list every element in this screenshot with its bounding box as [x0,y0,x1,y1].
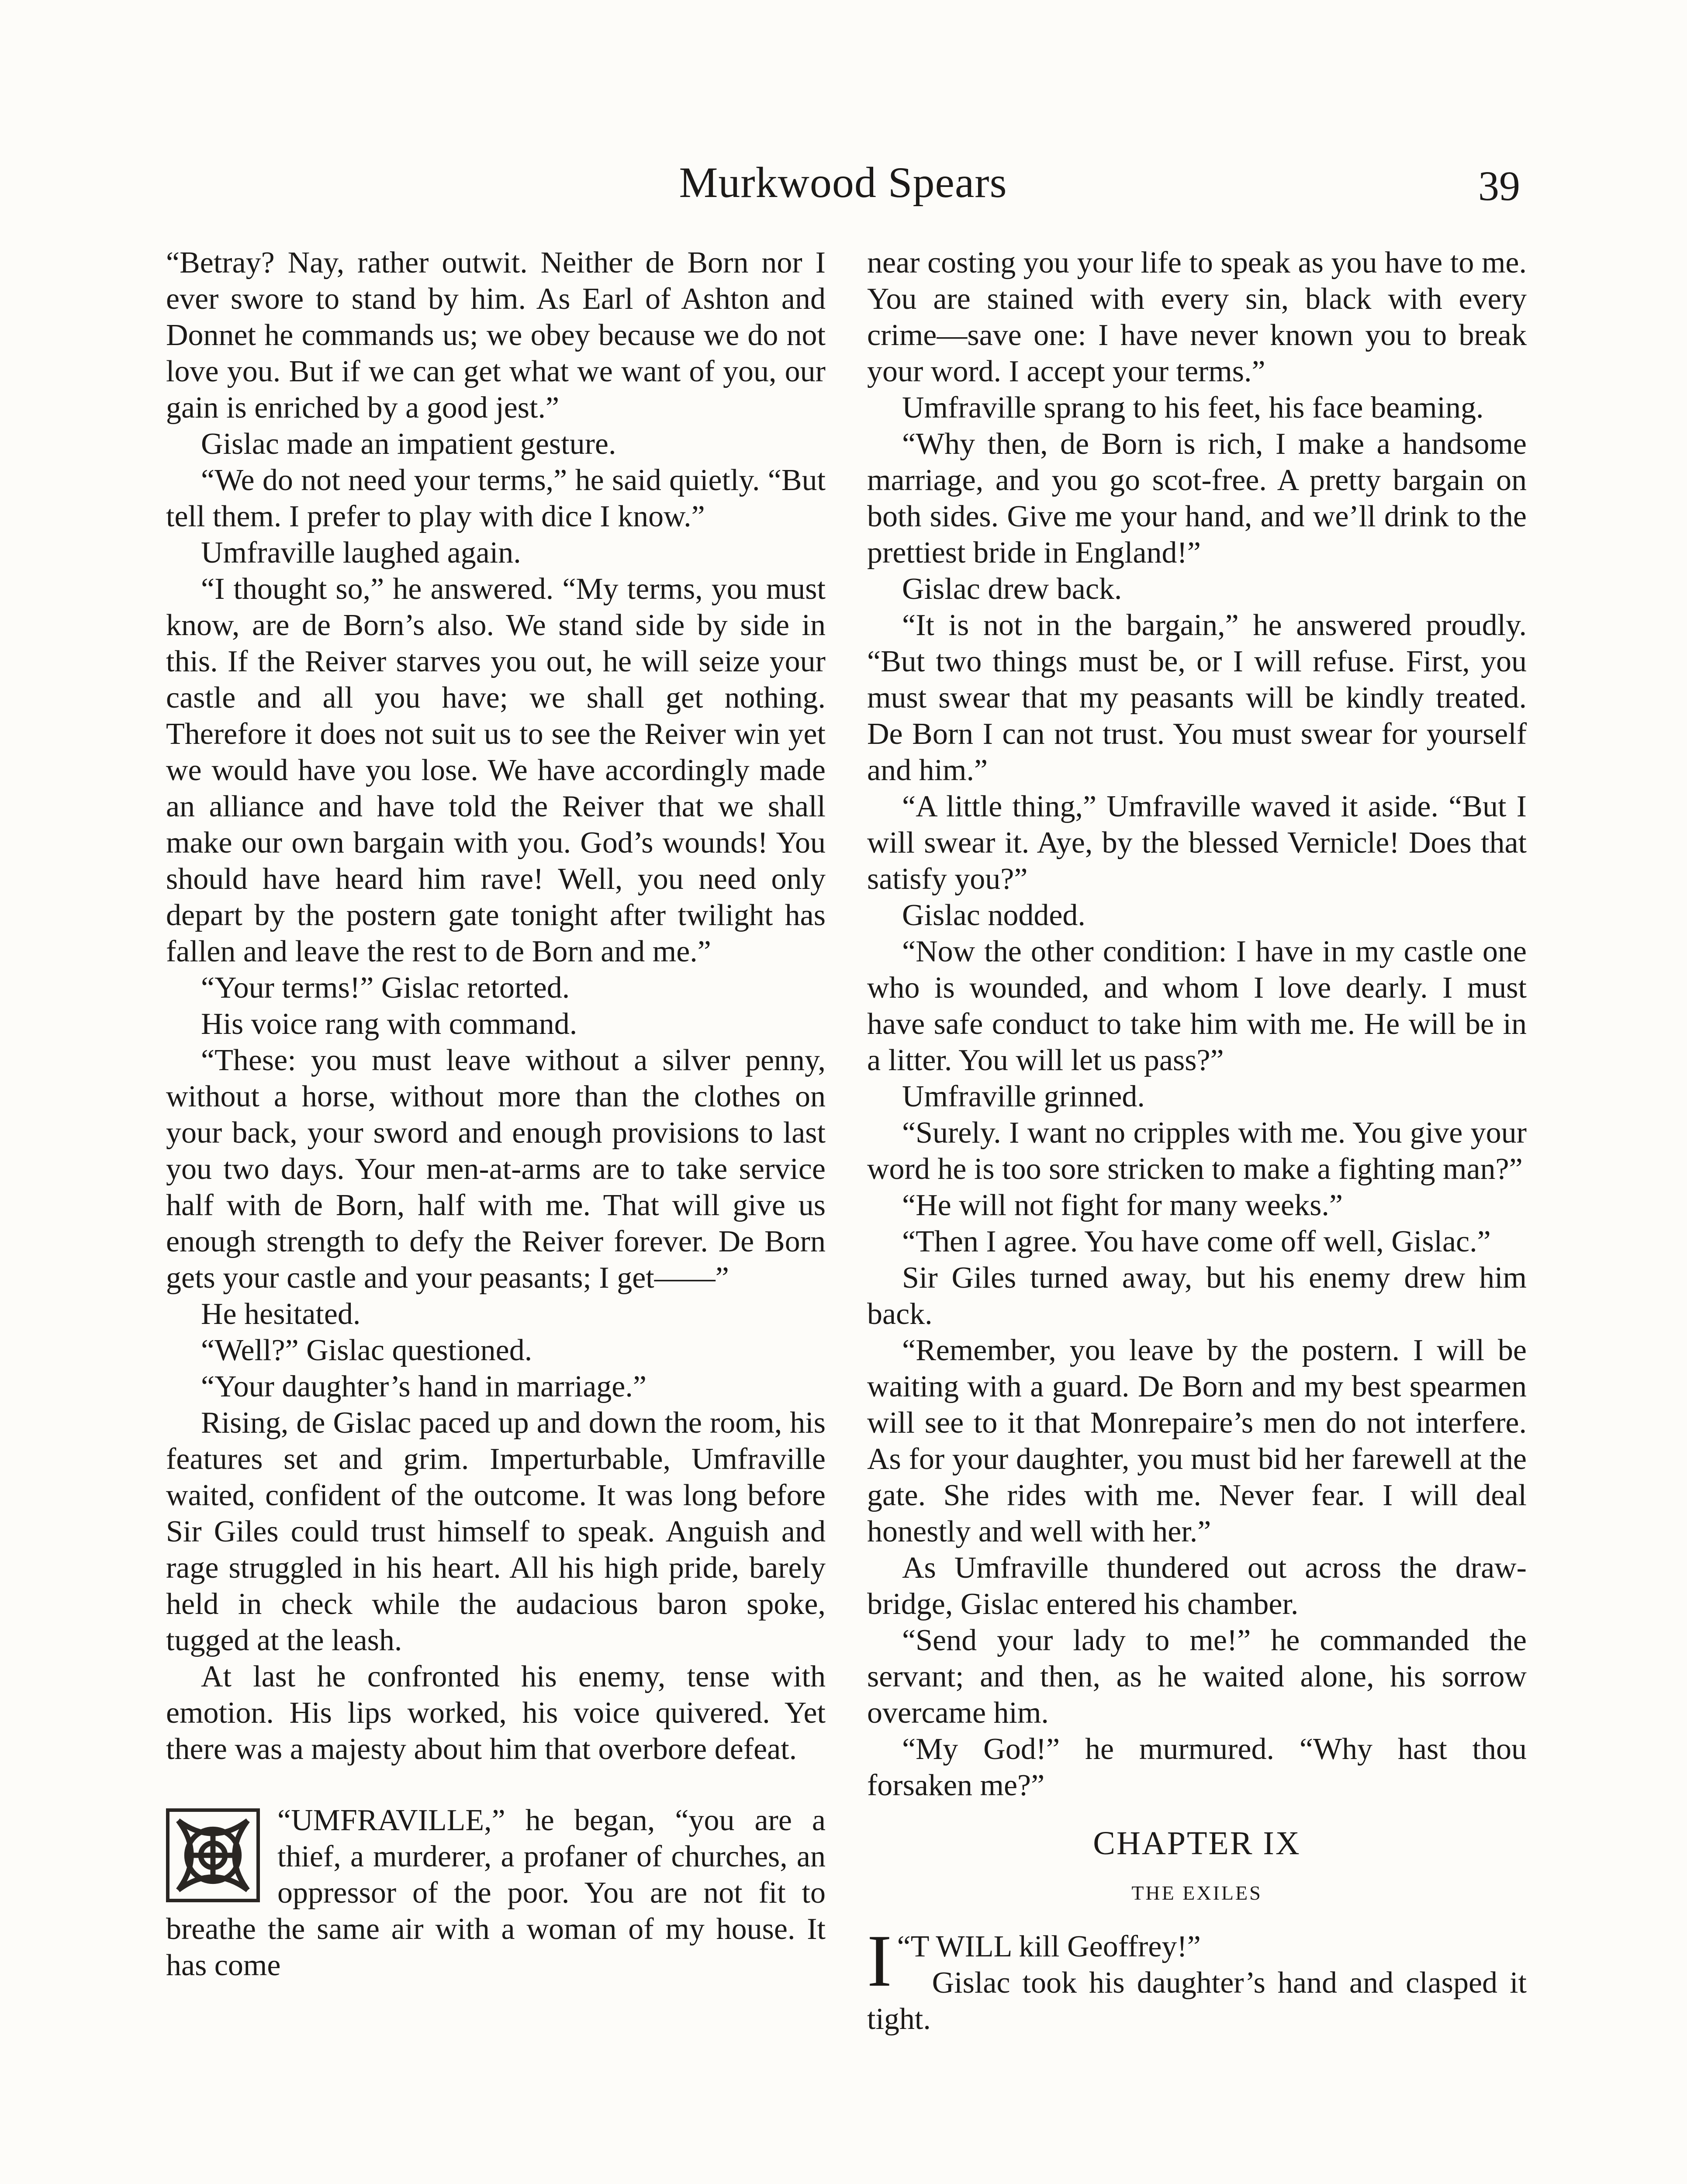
ornamented-paragraph-text: “UMFRAVILLE,” he began, “you are a thief, a murderer, a profaner of churches, an oppressor of the poor. You are not fit to breathe the same air with a woman of my house. It has come [166,1804,826,1982]
paragraph: “He will not fight for many weeks.” [902,1189,1343,1222]
chapter-opening-text: T WILL kill Geoffrey!” [910,1930,1201,1963]
paragraph: “I thought so,” he answered. “My terms, you must know, are de Born’s also. We stand side by side in this. If the Reiver starves you out, he will seize your castle and all you have; we shall get nothing. Therefore it does not suit us to see the Reiver win yet we would have you lose. We have accordingly made an alliance and have told the Reiver that we shall make our own bargain with you. God’s wounds! You should have heard him rave! Well, you need only depart by the postern gate tonight after twilight has fallen and leave the rest to de Born and me.” [166,572,826,968]
paragraph: “A little thing,” Umfraville waved it aside. “But I will swear it. Aye, by the blessed Vernicle! Does that satisfy you?” [867,790,1527,896]
paragraph: “Send your lady to me!” he commanded the servant; and then, as he waited alone, his sorrow overcame him. [867,1624,1527,1730]
paragraph: His voice rang with command. [201,1007,577,1041]
celtic-knot-ornament-icon [166,1808,260,1902]
paragraph: Gislac took his daughter’s hand and clasped it tight. [867,1966,1527,2036]
paragraph: “Betray? Nay, rather outwit. Neither de Born nor I ever swore to stand by him. As Earl of Ashton and Donnet he commands us; we obey because we do not love you. But if we can get what we want of you, our gain is enriched by a good jest.” [166,246,826,425]
paragraph: Rising, de Gislac paced up and down the room, his features set and grim. Imperturbable, Umfraville waited, confident of the outcome. It was long before Sir Giles could trust himself to speak. Anguish and rage struggled in his heart. All his high pride, barely held in check while the audacious baron spoke, tugged at the leash. [166,1406,826,1657]
paragraph: “Your terms!” Gislac retorted. [201,971,570,1005]
chapter-heading: CHAPTER IX [1093,1825,1301,1862]
opening-quote: “ [897,1930,911,1963]
paragraph: Gislac made an impatient gesture. [201,427,616,461]
paragraph: Umfraville grinned. [902,1080,1145,1113]
paragraph: He hesitated. [201,1297,361,1331]
paragraph: Umfraville laughed again. [201,536,521,570]
paragraph: Gislac drew back. [902,572,1122,606]
paragraph: Sir Giles turned away, but his enemy drew him back. [867,1261,1527,1331]
running-head [166,149,1520,218]
page-number: 39 [1478,162,1520,209]
paragraph: near costing you your life to speak as you have to me. You are stained with every sin, black with every crime—save one: I have never known you to break your word. I accept your terms.” [867,246,1527,388]
paragraph: “These: you must leave without a silver penny, without a horse, without more than the clothes on your back, your sword and enough provisions to last you two days. Your men-at-arms are to take service half with de Born, half with me. That will give us enough strength to defy the Reiver forever. De Born gets your castle and your peasants; I get——” [166,1044,826,1295]
drop-cap-letter: I [867,1920,892,2002]
paragraph: “Well?” Gislac questioned. [201,1334,532,1367]
paragraph: “Now the other condition: I have in my castle one who is wounded, and whom I love dearly. I must have safe conduct to take him with me. He will be in a litter. You will let us pass?” [867,935,1527,1077]
paragraph: Gislac nodded. [902,898,1085,932]
paragraph: “Your daughter’s hand in marriage.” [201,1370,646,1403]
ornamented-paragraph [166,1802,826,1984]
paragraph: Umfraville sprang to his feet, his face beaming. [902,391,1484,425]
paragraph: “Why then, de Born is rich, I make a handsome marriage, and you go scot-free. A pretty bargain on both sides. Give me your hand, and we’ll drink to the prettiest bride in England!” [867,427,1527,570]
left-column [166,245,826,1984]
chapter-subtitle: THE EXILES [1131,1882,1262,1904]
running-title: Murkwood Spears [679,158,1007,207]
paragraph: “Remember, you leave by the postern. I will be waiting with a guard. De Born and my best spearmen will see to it that Monrepaire’s men do not interfere. As for your daughter, you must bid her farewell at the gate. She rides with me. Never fear. I will deal honestly and well with her.” [867,1334,1527,1548]
paragraph: “It is not in the bargain,” he answered proudly. “But two things must be, or I will refuse. First, you must swear that my peasants will be kindly treated. De Born I can not trust. You must swear for yourself and him.” [867,608,1527,787]
paragraph: “My God!” he murmured. “Why hast thou forsaken me?” [867,1732,1527,1802]
right-column [867,245,1527,2037]
paragraph: “Surely. I want no cripples with me. You give your word he is too sore stricken to make a fighting man?” [867,1116,1527,1186]
paragraph: “Then I agree. You have come off well, Gislac.” [902,1225,1491,1258]
paragraph: As Umfraville thundered out across the draw-bridge, Gislac entered his chamber. [867,1551,1527,1621]
paragraph: “We do not need your terms,” he said quietly. “But tell them. I prefer to play with dice I know.” [166,463,826,533]
paragraph: At last he confronted his enemy, tense with emotion. His lips worked, his voice quivered. Yet there was a majesty about him that overbore defeat. [166,1660,826,1766]
